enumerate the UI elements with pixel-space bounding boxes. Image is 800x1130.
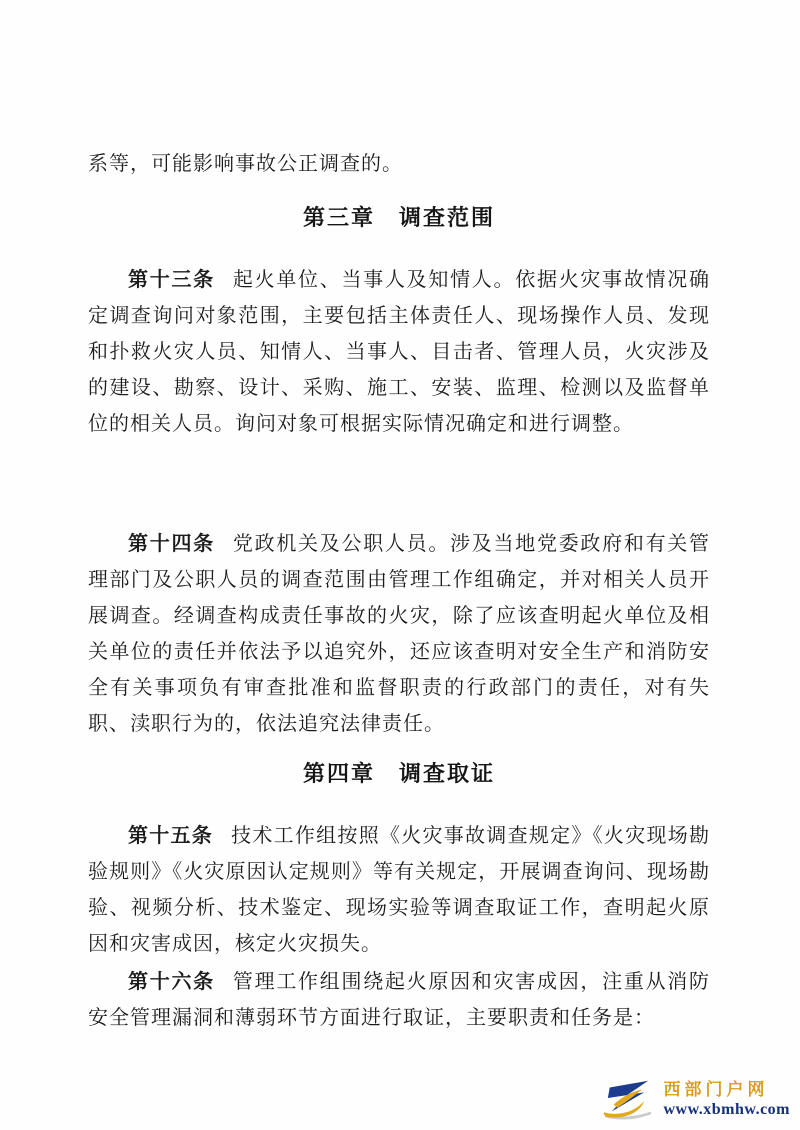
site-url[interactable]: www.xbmhw.com xyxy=(663,1100,790,1118)
article-13-number: 第十三条 xyxy=(128,269,215,291)
article-16-number: 第十六条 xyxy=(128,971,215,993)
article-14-text: 党政机关及公职人员。涉及当地党委政府和有关管理部门及公职人员的调查范围由管理工作组确定，并对相关人员开展调查。经调查构成责任事故的火灾，除了应该查明起火单位及相关单位的责任并依法予以追究外，还应该查明对安全生产和消防安全有关事项负有审查批准和监督职责的行政部门的责任，对有失职、渎职行为的，依法追究法律责任。 xyxy=(88,533,711,735)
article-16-text: 管理工作组围绕起火原因和灾害成因，注重从消防安全管理漏洞和薄弱环节方面进行取证，主要职责和任务是： xyxy=(88,971,711,1029)
article-13 xyxy=(88,262,710,442)
watermark-text xyxy=(663,1080,790,1119)
article-15-number: 第十五条 xyxy=(128,825,214,847)
article-14-number: 第十四条 xyxy=(128,533,215,555)
chapter-3-heading: 第三章 调查范围 xyxy=(302,205,495,230)
article-15-text: 技术工作组按照《火灾事故调查规定》《火灾现场勘验规则》《火灾原因认定规则》等有关规定，开展调查询问、现场勘验、视频分析、技术鉴定、现场实验等调查取证工作，查明起火原因和灾害成因，核定火灾损失。 xyxy=(88,825,711,955)
article-16 xyxy=(88,964,710,1036)
article-13-text: 起火单位、当事人及知情人。依据火灾事故情况确定调查询问对象范围，主要包括主体责任人、现场操作人员、发现和扑救火灾人员、知情人、当事人、目击者、管理人员，火灾涉及的建设、勘察、设计、采购、施工、安装、监理、检测以及监督单位的相关人员。询问对象可根据实际情况确定和进行调整。 xyxy=(88,269,711,435)
xbmhw-logo-icon xyxy=(598,1076,656,1122)
site-watermark xyxy=(598,1076,790,1122)
paragraph-continuation: 系等，可能影响事故公正调查的。 xyxy=(88,153,403,175)
article-15 xyxy=(88,818,710,962)
article-14 xyxy=(88,526,710,742)
site-name: 西部门户网 xyxy=(663,1079,769,1099)
chapter-4-heading: 第四章 调查取证 xyxy=(302,761,495,786)
